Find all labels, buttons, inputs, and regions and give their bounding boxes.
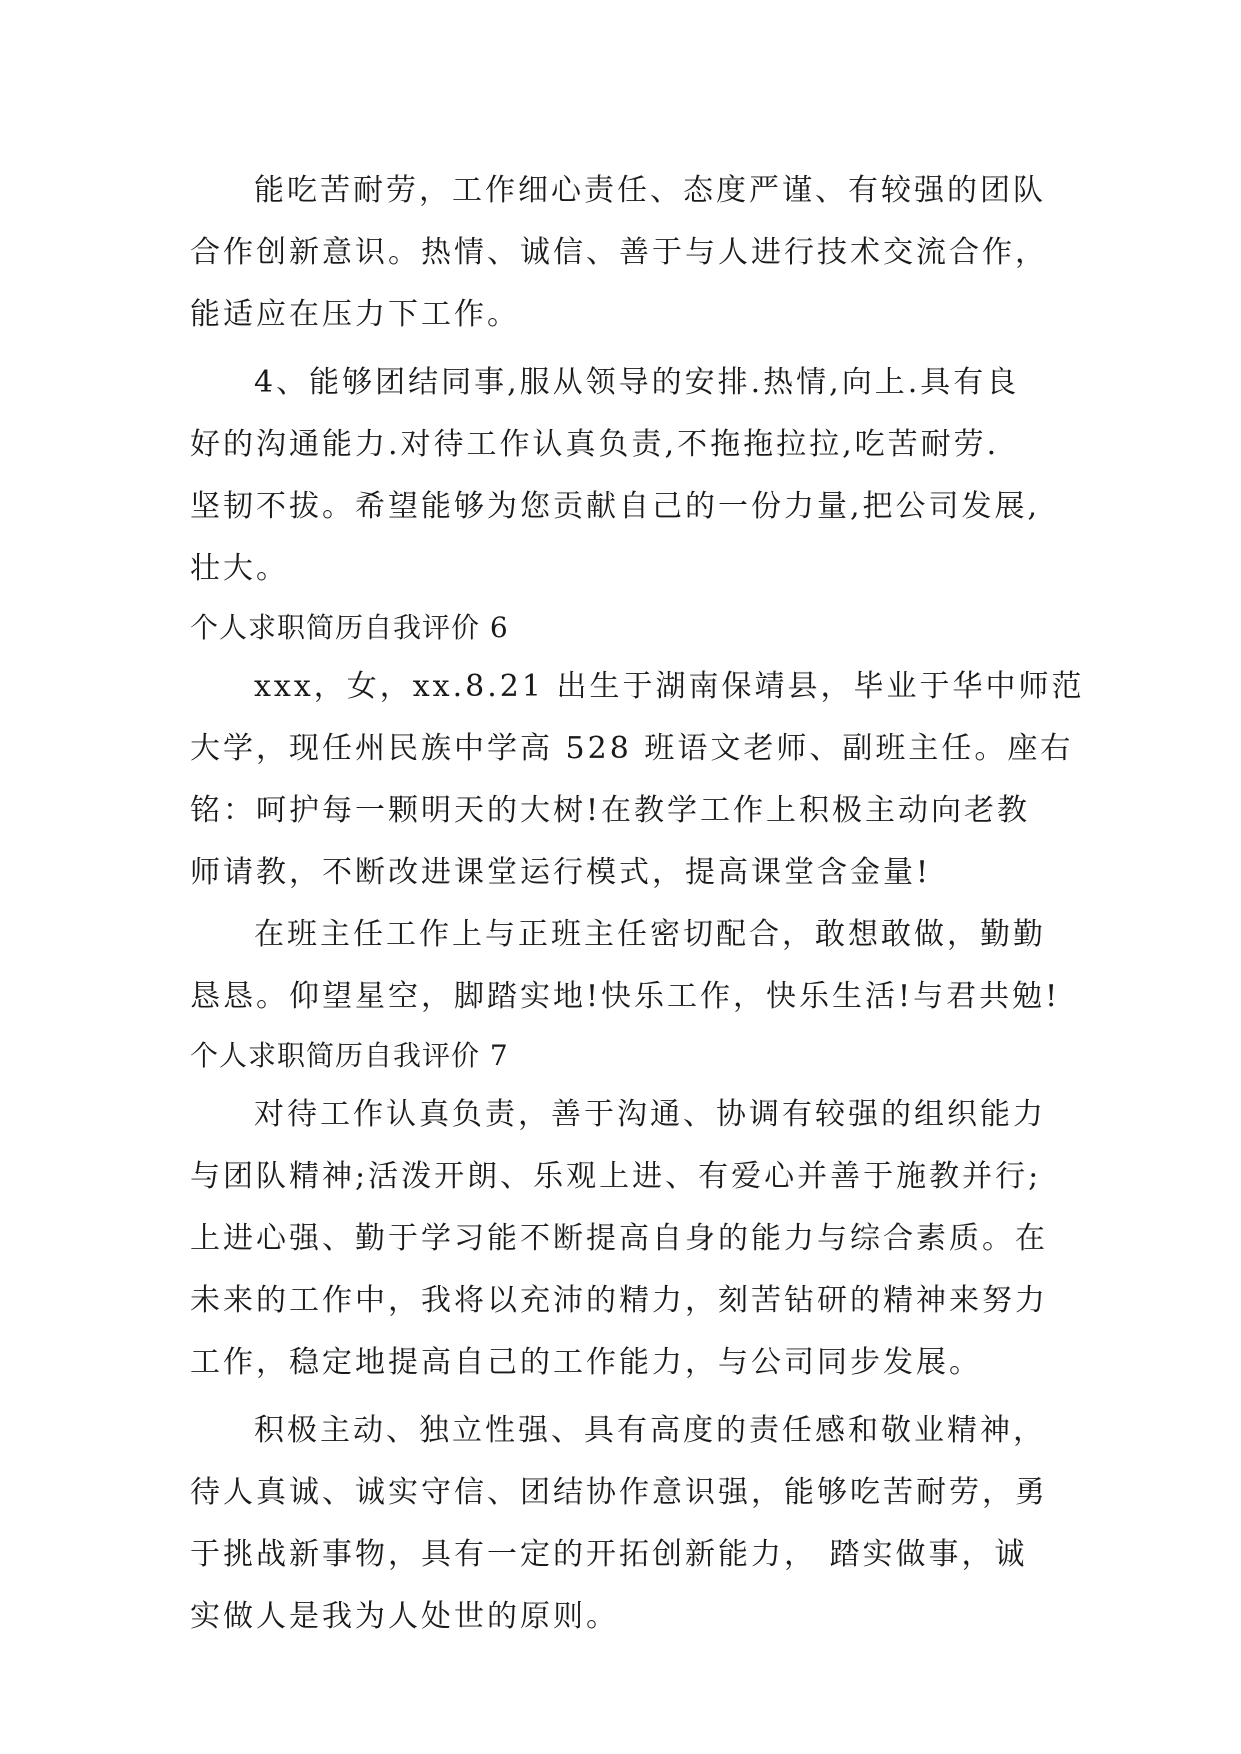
text-line: 4、能够团结同事,服从领导的安排.热情,向上.具有良 bbox=[254, 365, 1020, 400]
text-line: 上进心强、勤于学习能不断提高自身的能力与综合素质。在 bbox=[190, 1221, 1048, 1256]
text-line: 于挑战新事物，具有一定的开拓创新能力， 踏实做事，诚 bbox=[190, 1537, 1028, 1572]
text-line: 坚韧不拔。希望能够为您贡献自己的一份力量,把公司发展, bbox=[190, 489, 1041, 524]
text-line: 未来的工作中，我将以充沛的精力，刻苦钻研的精神来努力 bbox=[190, 1283, 1048, 1318]
text-line: 好的沟通能力.对待工作认真负责,不拖拖拉拉,吃苦耐劳. bbox=[190, 427, 1000, 462]
text-line: 实做人是我为人处世的原则。 bbox=[190, 1599, 619, 1634]
section-heading-6: 个人求职简历自我评价 6 bbox=[190, 611, 509, 644]
text-line: 合作创新意识。热情、诚信、善于与人进行技术交流合作， bbox=[190, 235, 1048, 270]
text-line: 铭：呵护每一颗明天的大树!在教学工作上积极主动向老教 bbox=[190, 793, 1031, 828]
text-line: 工作，稳定地提高自己的工作能力，与公司同步发展。 bbox=[190, 1345, 982, 1380]
text-line: 能吃苦耐劳，工作细心责任、态度严谨、有较强的团队 bbox=[254, 173, 1046, 208]
text-line: 能适应在压力下工作。 bbox=[190, 297, 520, 332]
text-line: 在班主任工作上与正班主任密切配合，敢想敢做，勤勤 bbox=[254, 917, 1046, 952]
paragraph-5 bbox=[190, 1084, 1050, 1394]
text-line: xxx，女，xx.8.21 出生于湖南保靖县，毕业于华中师范 bbox=[254, 669, 1085, 704]
document-body bbox=[190, 160, 1085, 1648]
paragraph-3 bbox=[190, 656, 1085, 904]
text-line: 壮大。 bbox=[190, 551, 289, 586]
text-line: 大学，现任州民族中学高 528 班语文老师、副班主任。座右 bbox=[190, 731, 1074, 766]
text-line: 恳恳。仰望星空，脚踏实地!快乐工作，快乐生活!与君共勉! bbox=[190, 979, 1061, 1014]
text-line: 对待工作认真负责，善于沟通、协调有较强的组织能力 bbox=[254, 1097, 1046, 1132]
paragraph-6 bbox=[190, 1400, 1050, 1648]
text-line: 待人真诚、诚实守信、团结协作意识强，能够吃苦耐劳，勇 bbox=[190, 1475, 1048, 1510]
text-line: 师请教，不断改进课堂运行模式，提高课堂含金量! bbox=[190, 855, 932, 890]
paragraph-2 bbox=[190, 352, 1050, 600]
section-heading-7: 个人求职简历自我评价 7 bbox=[190, 1039, 509, 1072]
paragraph-4 bbox=[190, 904, 1061, 1028]
text-line: 与团队精神;活泼开朗、乐观上进、有爱心并善于施教并行; bbox=[190, 1159, 1042, 1194]
text-line: 积极主动、独立性强、具有高度的责任感和敬业精神， bbox=[254, 1413, 1046, 1448]
paragraph-1 bbox=[190, 160, 1050, 346]
